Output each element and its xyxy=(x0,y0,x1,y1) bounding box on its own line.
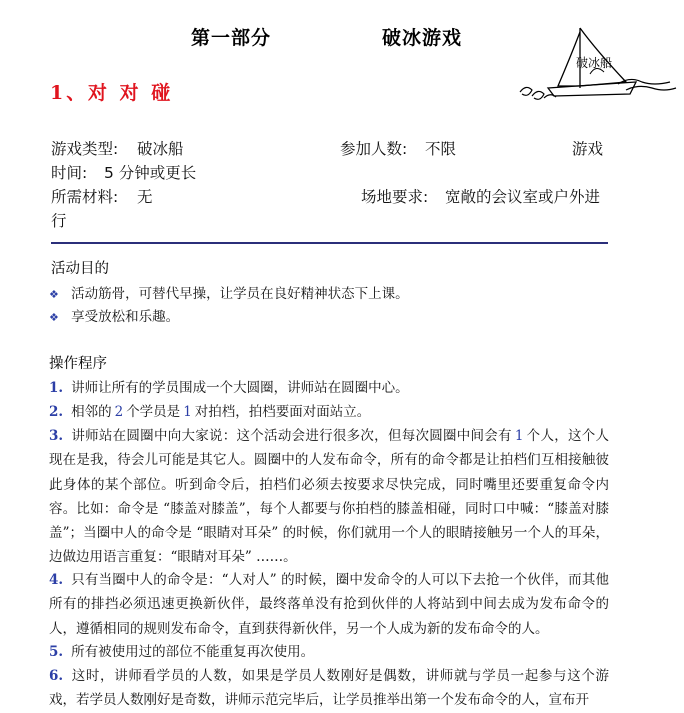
game-word: 游戏 xyxy=(572,140,604,158)
section-title: 对 对 碰 xyxy=(88,82,174,104)
venue-value-continued: 行 xyxy=(51,212,67,230)
icebreaker-boat-logo xyxy=(518,24,678,102)
game-type-value: 破冰船 xyxy=(137,140,184,158)
diamond-bullet-icon: ❖ xyxy=(49,288,59,301)
people-value: 不限 xyxy=(425,140,457,158)
purpose-heading: 活动目的 xyxy=(51,261,109,277)
page-title: 破冰游戏 xyxy=(382,27,463,49)
purpose-item: ❖ 活动筋骨，可替代早操，让学员在良好精神状态下上课。 xyxy=(49,286,409,302)
section-divider xyxy=(51,242,608,244)
procedure-heading: 操作程序 xyxy=(49,356,107,372)
procedure-step: 5. 所有被使用过的部位不能重复再次使用。 xyxy=(49,644,315,660)
venue-label: 场地要求: xyxy=(361,188,429,206)
materials-value: 无 xyxy=(137,188,153,206)
procedure-step: 6. 这时，讲师看学员的人数，如果是学员人数刚好是偶数，讲师就与学员一起参与这个游戏，若学员人数刚好是奇数，讲师示范完毕后，让学员推举出第一个发布命令的人，宣布开 xyxy=(49,668,609,709)
time-value: 5 分钟或更长 xyxy=(104,164,197,182)
time-label: 时间: xyxy=(51,164,88,182)
procedure-step: 4. 只有当圈中人的命令是：“人对人” 的时候，圈中发命令的人可以下去抢一个伙伴，而其他所有的排挡必须迅速更换新伙伴，最终落单没有抢到伙伴的人将站到中间去成为发布命令的人，遵循相同的规则发布命令，直到获得新伙伴，另一个人成为新的发布命令的人。 xyxy=(49,572,609,637)
venue-value: 宽敞的会议室或户外进 xyxy=(445,188,601,206)
game-type-label: 游戏类型: xyxy=(51,140,119,158)
section-number: 1、 xyxy=(50,82,89,104)
purpose-item: ❖ 享受放松和乐趣。 xyxy=(49,309,180,325)
procedure-step: 3. 讲师站在圆圈中向大家说：这个活动会进行很多次，但每次圆圈中间会有 1 个人，这个人现在是我，待会儿可能是其它人。圆圈中的人发布命令，所有的命令都是让拍档们互相接触彼此身体的某个部位。听到命令后，拍档们必须去按要求尽快完成，同时嘴里还要重复命令内容。比如：命令是 “膝盖对膝盖”，每个人都要与你拍档的膝盖相碰，同时口中喊：“膝盖对膝盖”；当圈中人的命令是 “眼睛对耳朵” 的时候，你们就用一个人的眼睛接触另一个人的耳朵，边做边用语言重复：“眼睛对耳朵” ……。 xyxy=(49,428,610,566)
procedure-step: 2. 相邻的 2 个学员是 1 对拍档，拍档要面对面站立。 xyxy=(49,404,371,420)
diamond-bullet-icon: ❖ xyxy=(49,311,59,324)
part-heading: 第一部分 xyxy=(191,27,272,49)
boat-label: 破冰船 xyxy=(576,56,613,70)
people-label: 参加人数: xyxy=(340,140,408,158)
materials-label: 所需材料: xyxy=(51,188,119,206)
procedure-step: 1. 讲师让所有的学员围成一个大圆圈，讲师站在圆圈中心。 xyxy=(49,380,409,396)
